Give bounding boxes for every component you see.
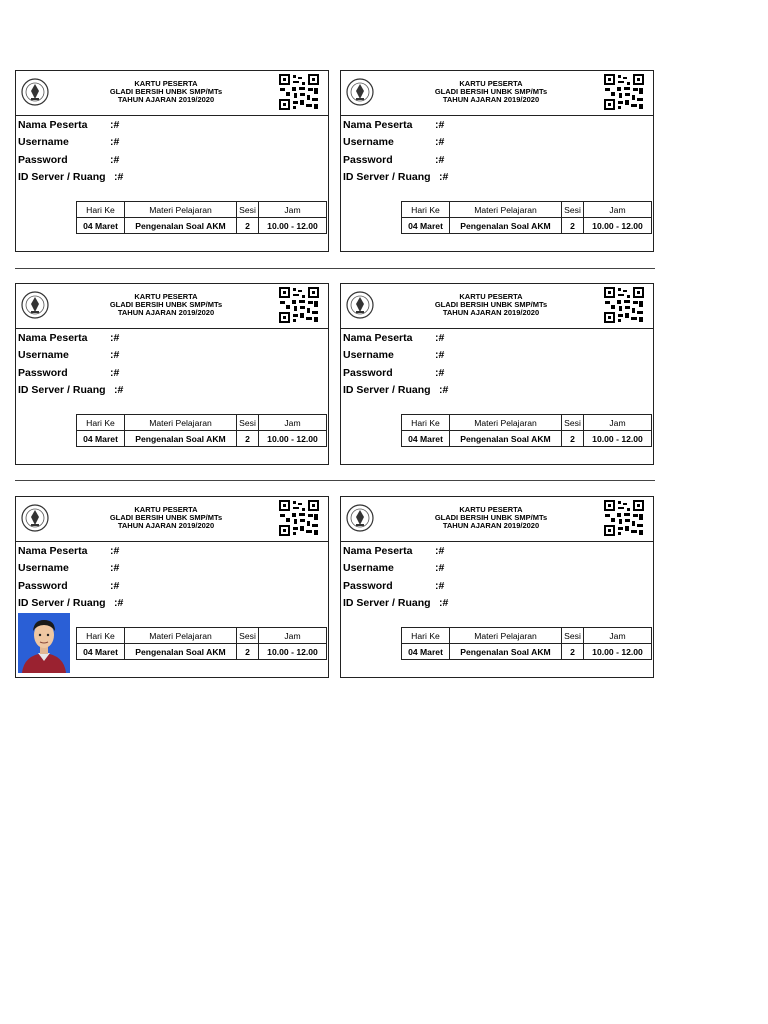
- header-sesi: Sesi: [562, 202, 584, 218]
- card-header: [16, 284, 328, 329]
- header-sesi: Sesi: [562, 628, 584, 644]
- qr-code-icon: [279, 287, 319, 323]
- card-subtitle: GLADI BERSIH UNBK SMP/MTs: [434, 513, 548, 522]
- card-year: TAHUN AJARAN 2019/2020: [442, 521, 540, 530]
- header-materi: Materi Pelajaran: [450, 628, 562, 644]
- ministry-logo-icon: [20, 77, 50, 107]
- card-year: TAHUN AJARAN 2019/2020: [442, 308, 540, 317]
- card-title: KARTU PESERTA: [134, 505, 198, 514]
- cell-materi: Pengenalan Soal AKM: [125, 431, 237, 447]
- qr-code-icon: [604, 74, 644, 110]
- schedule-table: [401, 414, 652, 447]
- header-materi: Materi Pelajaran: [450, 202, 562, 218]
- card-header: [341, 284, 653, 329]
- cell-sesi: 2: [237, 218, 259, 234]
- card-title: KARTU PESERTA: [459, 505, 523, 514]
- cell-jam: 10.00 - 12.00: [584, 218, 652, 234]
- cell-sesi: 2: [562, 644, 584, 660]
- cut-line-divider: [15, 268, 655, 269]
- card-year: TAHUN AJARAN 2019/2020: [117, 95, 215, 104]
- ministry-logo-icon: [345, 290, 375, 320]
- cell-hari: 04 Maret: [402, 644, 450, 660]
- cell-hari: 04 Maret: [402, 431, 450, 447]
- header-sesi: Sesi: [562, 415, 584, 431]
- cell-hari: 04 Maret: [77, 431, 125, 447]
- header-sesi: Sesi: [237, 628, 259, 644]
- card-subtitle: GLADI BERSIH UNBK SMP/MTs: [434, 87, 548, 96]
- card-header: [16, 71, 328, 116]
- header-jam: Jam: [584, 202, 652, 218]
- ministry-logo-icon: [345, 77, 375, 107]
- header-sesi: Sesi: [237, 202, 259, 218]
- cell-sesi: 2: [562, 218, 584, 234]
- participant-card-4: KARTU PESERTA GLADI BERSIH UNBK SMP/MTs TAHUN AJARAN 2019/2020 Nama Peserta :# Username :# Password :# ID Server / Ruang :# Hari Ke Materi Pelajaran Sesi Jam 04 Maret Pengenalan Soal AKM 2 10.00 - 12.00: [340, 283, 654, 465]
- header-hari-ke: Hari Ke: [77, 415, 125, 431]
- card-subtitle: GLADI BERSIH UNBK SMP/MTs: [109, 87, 223, 96]
- card-title: KARTU PESERTA: [134, 79, 198, 88]
- cell-jam: 10.00 - 12.00: [584, 644, 652, 660]
- cell-jam: 10.00 - 12.00: [259, 431, 327, 447]
- header-jam: Jam: [259, 202, 327, 218]
- card-title: KARTU PESERTA: [134, 292, 198, 301]
- cut-line-divider: [15, 480, 655, 481]
- participant-card-2: KARTU PESERTA GLADI BERSIH UNBK SMP/MTs TAHUN AJARAN 2019/2020 Nama Peserta :# Username :# Password :# ID Server / Ruang :# Hari Ke Materi Pelajaran Sesi Jam 04 Maret Pengenalan Soal AKM 2 10.00 - 12.00: [340, 70, 654, 252]
- participant-card-6: KARTU PESERTA GLADI BERSIH UNBK SMP/MTs TAHUN AJARAN 2019/2020 Nama Peserta :# Username :# Password :# ID Server / Ruang :# Hari Ke Materi Pelajaran Sesi Jam 04 Maret Pengenalan Soal AKM 2 10.00 - 12.00: [340, 496, 654, 678]
- cell-materi: Pengenalan Soal AKM: [450, 431, 562, 447]
- header-hari-ke: Hari Ke: [402, 628, 450, 644]
- ministry-logo-icon: [20, 290, 50, 320]
- schedule-table: [401, 627, 652, 660]
- cell-jam: 10.00 - 12.00: [584, 431, 652, 447]
- card-year: TAHUN AJARAN 2019/2020: [117, 308, 215, 317]
- participant-photo: [18, 613, 70, 673]
- header-hari-ke: Hari Ke: [77, 202, 125, 218]
- cell-sesi: 2: [237, 644, 259, 660]
- card-header: [341, 497, 653, 542]
- qr-code-icon: [604, 287, 644, 323]
- header-materi: Materi Pelajaran: [125, 628, 237, 644]
- card-year: TAHUN AJARAN 2019/2020: [117, 521, 215, 530]
- header-hari-ke: Hari Ke: [402, 415, 450, 431]
- participant-card-5: KARTU PESERTA GLADI BERSIH UNBK SMP/MTs TAHUN AJARAN 2019/2020 Nama Peserta :# Username :# Password :# ID Server / Ruang :# Hari Ke Materi Pelajaran Sesi Jam 04 Maret Pengenalan Soal AKM 2 10.00 - 12.00: [15, 496, 329, 678]
- cell-jam: 10.00 - 12.00: [259, 644, 327, 660]
- cell-hari: 04 Maret: [77, 218, 125, 234]
- qr-code-icon: [279, 500, 319, 536]
- header-jam: Jam: [584, 628, 652, 644]
- header-materi: Materi Pelajaran: [450, 415, 562, 431]
- header-hari-ke: Hari Ke: [77, 628, 125, 644]
- header-jam: Jam: [259, 628, 327, 644]
- card-subtitle: GLADI BERSIH UNBK SMP/MTs: [109, 300, 223, 309]
- card-header: [16, 497, 328, 542]
- ministry-logo-icon: [20, 503, 50, 533]
- cell-hari: 04 Maret: [77, 644, 125, 660]
- cell-hari: 04 Maret: [402, 218, 450, 234]
- qr-code-icon: [604, 500, 644, 536]
- header-jam: Jam: [584, 415, 652, 431]
- card-header: [341, 71, 653, 116]
- card-year: TAHUN AJARAN 2019/2020: [442, 95, 540, 104]
- schedule-table: [76, 201, 327, 234]
- card-title: KARTU PESERTA: [459, 292, 523, 301]
- participant-card-1: KARTU PESERTA GLADI BERSIH UNBK SMP/MTs TAHUN AJARAN 2019/2020 Nama Peserta :# Username :# Password :# ID Server / Ruang :# Hari Ke Materi Pelajaran Sesi Jam 04 Maret Pengenalan Soal AKM 2 10.00 - 12.00: [15, 70, 329, 252]
- participant-card-3: KARTU PESERTA GLADI BERSIH UNBK SMP/MTs TAHUN AJARAN 2019/2020 Nama Peserta :# Username :# Password :# ID Server / Ruang :# Hari Ke Materi Pelajaran Sesi Jam 04 Maret Pengenalan Soal AKM 2 10.00 - 12.00: [15, 283, 329, 465]
- header-materi: Materi Pelajaran: [125, 415, 237, 431]
- cell-jam: 10.00 - 12.00: [259, 218, 327, 234]
- card-title: KARTU PESERTA: [459, 79, 523, 88]
- schedule-table: [76, 627, 327, 660]
- header-sesi: Sesi: [237, 415, 259, 431]
- cell-materi: Pengenalan Soal AKM: [125, 218, 237, 234]
- header-jam: Jam: [259, 415, 327, 431]
- header-hari-ke: Hari Ke: [402, 202, 450, 218]
- header-materi: Materi Pelajaran: [125, 202, 237, 218]
- schedule-table: [401, 201, 652, 234]
- cell-sesi: 2: [237, 431, 259, 447]
- card-subtitle: GLADI BERSIH UNBK SMP/MTs: [434, 300, 548, 309]
- cell-materi: Pengenalan Soal AKM: [125, 644, 237, 660]
- ministry-logo-icon: [345, 503, 375, 533]
- schedule-table: [76, 414, 327, 447]
- cell-materi: Pengenalan Soal AKM: [450, 644, 562, 660]
- card-subtitle: GLADI BERSIH UNBK SMP/MTs: [109, 513, 223, 522]
- cell-sesi: 2: [562, 431, 584, 447]
- cell-materi: Pengenalan Soal AKM: [450, 218, 562, 234]
- qr-code-icon: [279, 74, 319, 110]
